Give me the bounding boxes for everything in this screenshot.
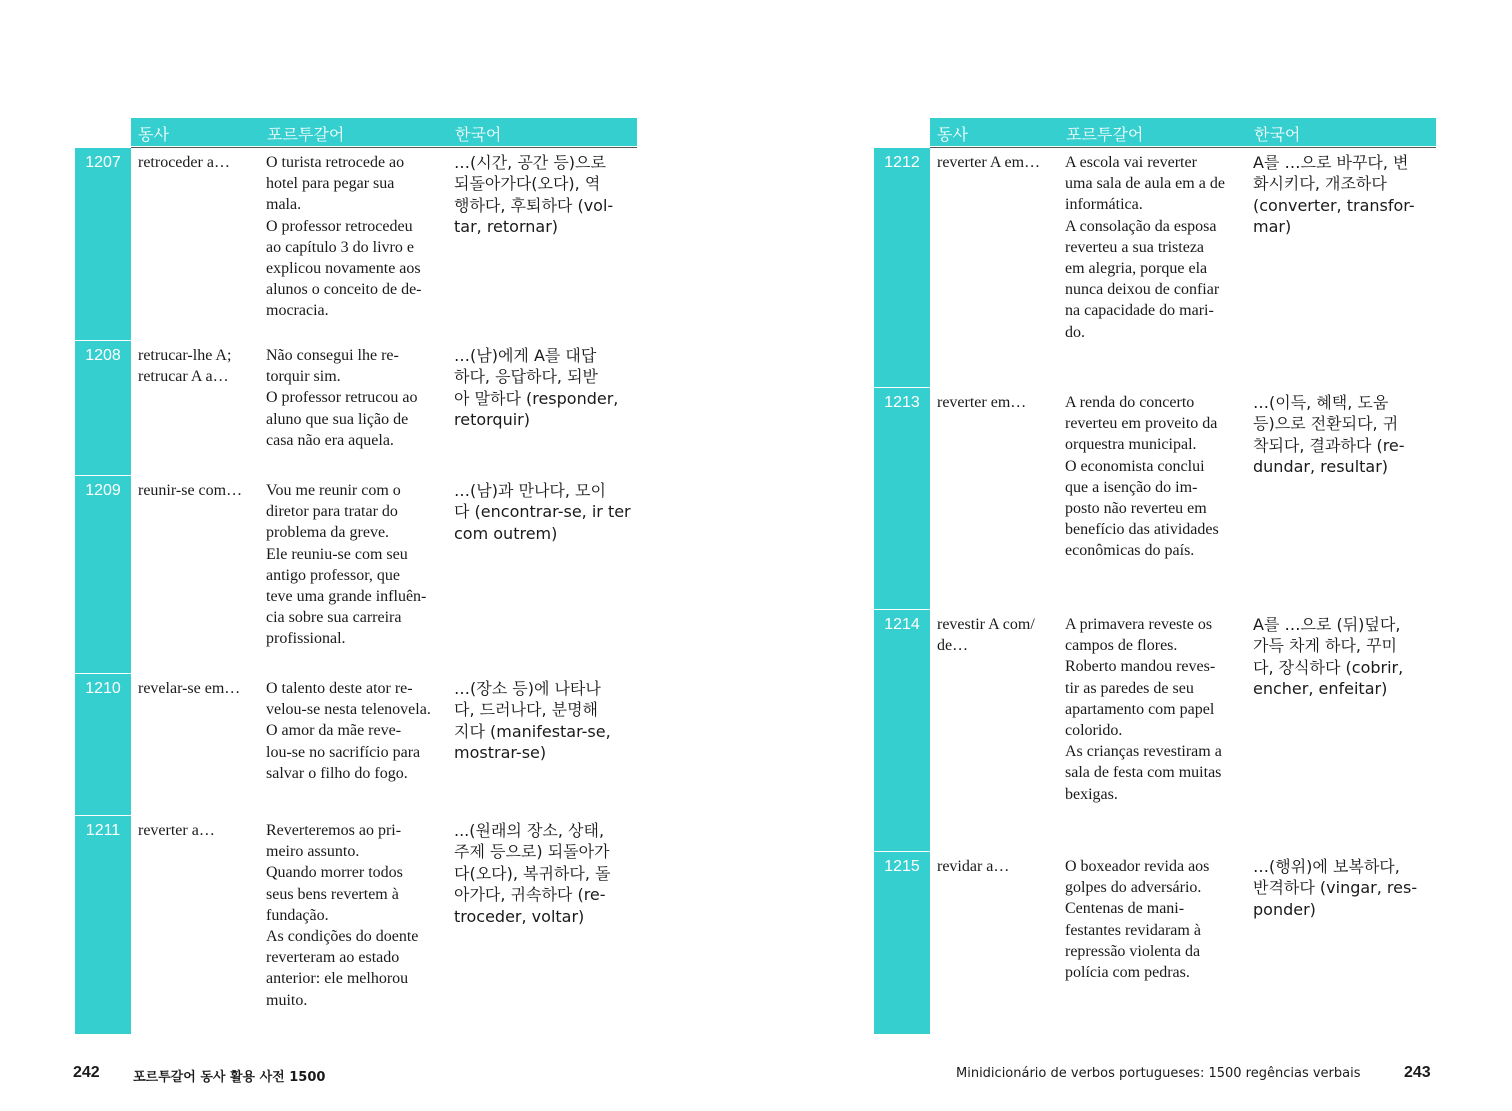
entry-example: A renda do concerto reverteu em proveito da orquestra municipal. O economista conclui que a isenção do im- posto não reverteu em benefício das atividades econômicas do país. (1065, 394, 1219, 560)
entry-verb: revestir A com/ de… (937, 616, 1035, 654)
entry-example: O talento deste ator re- velou-se nesta telenovela. O amor da mãe reve- lou-se no sacrifício para salvar o filho do fogo. (266, 680, 431, 782)
entry-verb: reverter a… (138, 822, 215, 839)
header-portuguese: 포르투갈어 (267, 125, 345, 144)
entry-korean: …(남)에게 A를 대답 하다, 응답하다, 되받 아 말하다 (responder, retorquir) (454, 346, 619, 430)
entry-example: Não consegui lhe re- torquir sim. O professor retrucou ao aluno que sua lição de casa não era aquela. (266, 347, 418, 449)
entry-number-column (874, 148, 930, 1034)
entry-separator (874, 387, 930, 388)
entry-example: Reverteremos ao pri- meiro assunto. Quando morrer todos seus bens revertem à fundação. As condições do doente reverteram ao estado anterior: ele melhorou muito. (266, 822, 419, 1009)
page-number: 243 (1404, 1064, 1431, 1081)
entry-number: 1208 (85, 347, 121, 364)
entry-korean: ...(원래의 장소, 상태, 주제 등으로) 되돌아가 다(오다), 복귀하다, 돌 아가다, 귀속하다 (re- troceder, voltar) (454, 821, 611, 926)
header-verb: 동사 (937, 125, 968, 144)
table-header (131, 118, 637, 146)
entry-korean: …(장소 등)에 나타나 다, 드러나다, 분명해 지다 (manifestar-se, mostrar-se) (454, 679, 611, 763)
entry-korean: A를 …으로 (뒤)덮다, 가득 차게 하다, 꾸미 다, 장식하다 (cobrir, encher, enfeitar) (1253, 615, 1404, 699)
entry-number: 1210 (85, 680, 121, 697)
entry-korean: A를 …으로 바꾸다, 변 화시키다, 개조하다 (converter, transfor- mar) (1253, 153, 1415, 237)
header-portuguese: 포르투갈어 (1066, 125, 1144, 144)
entry-number: 1212 (884, 154, 920, 171)
entry-number: 1213 (884, 394, 920, 411)
entry-separator (75, 340, 131, 341)
header-verb: 동사 (138, 125, 169, 144)
header-korean: 한국어 (1254, 125, 1301, 144)
entry-separator (75, 475, 131, 476)
table-header (930, 118, 1436, 146)
entry-separator (874, 851, 930, 852)
right-page (756, 0, 1512, 1111)
entry-number: 1211 (85, 822, 121, 839)
entry-separator (75, 673, 131, 674)
entry-example: A primavera reveste os campos de flores. Roberto mandou reves- tir as paredes de seu apartamento com papel colorido. As crianças revestiram a sala de festa com muitas bexigas. (1065, 616, 1222, 803)
entry-verb: revelar-se em… (138, 680, 241, 697)
entry-example: Vou me reunir com o diretor para tratar do problema da greve. Ele reuniu-se com seu antigo professor, que teve uma grande influên- cia sobre sua carreira profissional. (266, 482, 427, 648)
entry-verb: reverter em… (937, 394, 1027, 411)
entry-number-column (75, 148, 131, 1034)
entry-example: A escola vai reverter uma sala de aula em a de informática. A consolação da esposa reverteu a sua tristeza em alegria, porque ela nunca deixou de confiar na capacidade do mari- do. (1065, 154, 1225, 341)
running-title: Minidicionário de verbos portugueses: 1500 regências verbais (956, 1066, 1361, 1081)
entry-number: 1214 (884, 616, 920, 633)
entry-example: O turista retrocede ao hotel para pegar sua mala. O professor retrocedeu ao capítulo 3 do livro e explicou novamente aos alunos o conceito de de- mocracia. (266, 154, 422, 320)
entry-korean: …(행위)에 보복하다, 반격하다 (vingar, res- ponder) (1253, 857, 1418, 919)
entry-korean: …(남)과 만나다, 모이 다 (encontrar-se, ir ter com outrem) (454, 481, 631, 543)
entry-number: 1207 (85, 154, 121, 171)
running-title: 포르투갈어 동사 활용 사전 1500 (133, 1070, 326, 1085)
entry-separator (874, 609, 930, 610)
entry-korean: …(이득, 혜택, 도움 등)으로 전환되다, 귀 착되다, 결과하다 (re- dundar, resultar) (1253, 393, 1405, 477)
entry-number: 1215 (884, 858, 920, 875)
entry-verb: retrucar-lhe A; retrucar A a… (138, 347, 232, 385)
page-number: 242 (73, 1064, 100, 1081)
entry-example: O boxeador revida aos golpes do adversário. Centenas de mani- festantes revidaram à repressão violenta da polícia com pedras. (1065, 858, 1210, 982)
header-rule (131, 147, 637, 148)
entry-verb: revidar a… (937, 858, 1010, 875)
header-rule (930, 147, 1436, 148)
entry-verb: retroceder a… (138, 154, 230, 171)
header-korean: 한국어 (455, 125, 502, 144)
entry-number: 1209 (85, 482, 121, 499)
entry-separator (75, 815, 131, 816)
entry-verb: reverter A em… (937, 154, 1041, 171)
entry-korean: …(시간, 공간 등)으로 되돌아가다(오다), 역 행하다, 후퇴하다 (vol- tar, retornar) (454, 153, 614, 237)
entry-verb: reunir-se com… (138, 482, 243, 499)
